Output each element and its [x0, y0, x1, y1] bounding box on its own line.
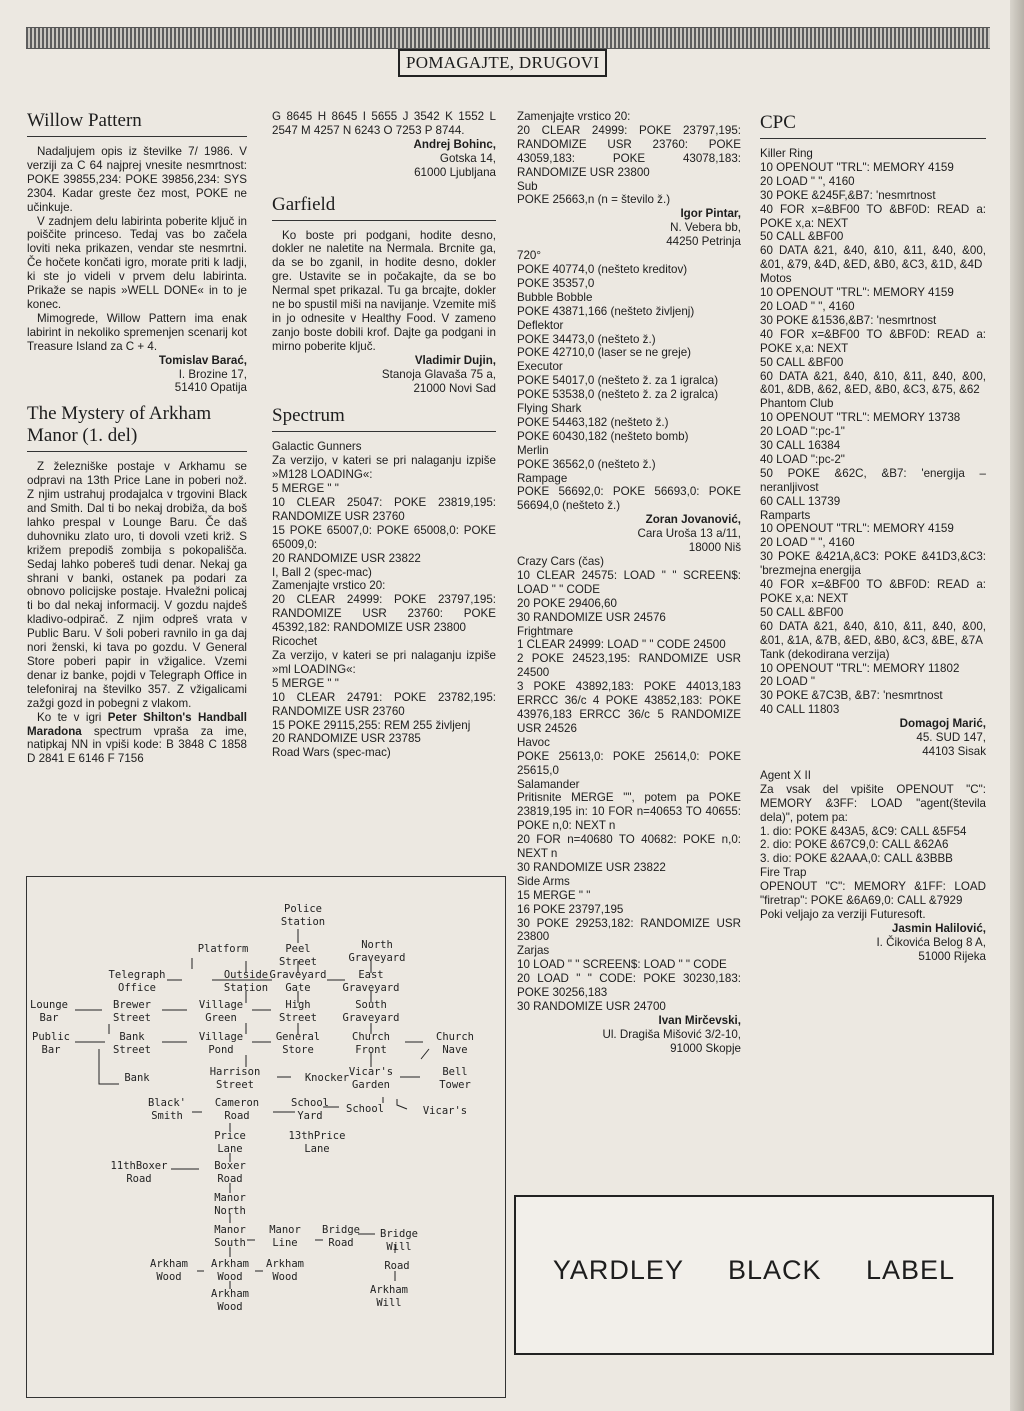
column-4: [760, 112, 986, 964]
map-room-platform: Platform: [197, 943, 249, 955]
listing-line: Motos: [760, 272, 792, 286]
listing-line: 10 CLEAR 24575: LOAD " " SCREEN$: LOAD " " CODE: [517, 568, 741, 596]
listing-line: 50 CALL &BF00: [760, 355, 844, 369]
listing-line: 15 MERGE " ": [517, 888, 591, 902]
listing-line: 20 RANDOMIZE USR 23785: [272, 732, 421, 746]
map-room-south-graveyard: South Graveyard: [342, 999, 400, 1024]
map-room-church-nave: Church Nave: [436, 1031, 474, 1056]
map-room-bank: Bank: [124, 1072, 150, 1084]
map-room-arkham-will: Arkham Will: [370, 1284, 408, 1309]
map-room-village-pond: Village Pond: [198, 1031, 244, 1056]
listing-line: 30 RANDOMIZE USR 23822: [517, 860, 666, 874]
map-room-13th-price-lane: 13thPrice Lane: [288, 1130, 346, 1155]
listing-line: 20 CLEAR 24999: POKE 23797,195: RANDOMIZE USR 23760: POKE 45392,182: RANDOMIZE USR 23800: [272, 593, 496, 635]
arkham-heading: The Mystery of Arkham Manor (1. del): [27, 403, 247, 452]
listing-line: 30 POKE 29253,182: RANDOMIZE USR 23800: [517, 916, 741, 944]
listing-line: 60 DATA &21, &40, &10, &11, &40, &00, &01, &79, &4D, &ED, &B0, &C3, &1D, &4D: [760, 244, 986, 272]
listing-line: 3 POKE 43892,183: POKE 44013,183 ERRCC 36/c 4 POKE 43852,183: POKE 43976,183 ERRCC 36/c 5 RANDOMIZE USR 24526: [517, 680, 741, 735]
listing-line: I, Ball 2 (spec-mac): [272, 565, 372, 579]
listing-line: Zamenjajte vrstico 20:: [272, 579, 386, 593]
listing-line: POKE 60430,182 (nešteto bomb): [517, 429, 689, 443]
listing-line: 10 CLEAR 25047: POKE 23819,195: RANDOMIZE USR 23760: [272, 496, 496, 523]
spectrum-listing: [272, 440, 496, 760]
ad-brand-text: YARDLEY BLACK LABEL: [552, 1255, 956, 1285]
listing-line: POKE 54463,182 (nešteto ž.): [517, 415, 669, 429]
listing-line: 40 CALL 11803: [760, 703, 840, 717]
listing-line: Frightmare: [517, 624, 574, 638]
listing-line: Za verzijo, v kateri se pri nalaganju izpiše »ml LOADING«:: [272, 649, 496, 676]
listing-line: Flying Shark: [517, 402, 582, 416]
listing-line: Crazy Cars (čas): [517, 555, 604, 568]
map-room-arkham-wood: Arkham Wood: [266, 1258, 304, 1283]
listing-line: 30 CALL 16384: [760, 439, 841, 453]
listing-line: Havoc: [517, 735, 550, 749]
map-room-village-green: Village Green: [198, 999, 244, 1024]
listing-line: 60 DATA &21, &40, &10, &11, &40, &00, &01, &DB, &62, &ED, &B0, &C3, &75, &62: [760, 369, 986, 397]
listing: [760, 769, 986, 922]
listing-line: POKE 53538,0 (nešteto ž. za 2 igralca): [517, 388, 719, 402]
listing-line: 1. dio: POKE &43A5, &C9: CALL &5F54: [760, 824, 967, 838]
signature: Jasmin Halilović, I. Čikovića Belog 8 A, 51000 Rijeka: [876, 921, 986, 963]
listing-line: POKE 54017,0 (nešteto ž. za 1 igralca): [517, 374, 719, 388]
map-room-lounge-bar: Lounge Bar: [30, 999, 68, 1024]
listing-line: 60 CALL 13739: [760, 494, 841, 508]
arkham-paragraph: Z železniške postaje v Arkhamu se odpravi na 13th Price Lane in poberi nož. Z njim ustrahuj prodajalca v trgovini Black and Smith. Dal ti bo nekaj drobiža, da boš lahko prespal v Lounge Baru. Če daš duhovniku zlato uro, ti dovoli vzeti križ. S križem prepodiš zombija s pokopališča. Sedaj lahko pobereš tudi denar. Nekaj ga shrani v banki, ostanek pa podari za obnovo policijske postaje. Hvaležni policaj ti bo dal nekaj informacij. V gozdu najdeš kladivo-odpirač. Z njim odpreš vrata v Public Baru. V šoli poberi ravnilo in ga daj nori ženski, ki tava po gozdu. V General Store poberi papir in vžigalice. Vzemi denar iz banke, pojdi v Telegraph Office in telefoniraj na številko 357. Z vžigalicami zažgi gozd in pobegni z vlakom.: [27, 460, 247, 710]
listing-line: Bubble Bobble: [517, 290, 593, 304]
willow-paragraph: V zadnjem delu labirinta poberite ključ in poiščite princeso. Tedaj vas bo začela loviti neka prikazen, vendar ste nesmrtni. Če hočete končati igro, morate priti k ladji, ki ste jo videli v prvem delu labirinta. Prikaže se napis »WELL DONE« in to je konec.: [27, 214, 247, 311]
listing-line: OPENOUT "C": MEMORY &1FF: LOAD "firetrap": POKE &6A69,0: CALL &7929: [760, 880, 986, 908]
listing-line: Deflektor: [517, 318, 564, 332]
map-room-public-bar: Public Bar: [32, 1031, 70, 1056]
arkham-map: [26, 876, 506, 1398]
listing-line: 40 LOAD ":pc-2": [760, 452, 845, 466]
listing-line: 10 CLEAR 24791: POKE 23782,195: RANDOMIZE USR 23760: [272, 690, 496, 718]
advertisement: [514, 1195, 994, 1355]
map-room-manor-north: Manor North: [214, 1192, 246, 1217]
garfield-paragraph: Ko boste pri podgani, hodite desno, dokler ne naletite na Nermala. Brcnite ga, da se bo zganil, in hodite desno, dokler gre. Ustavite se in počakajte, da se bo Nermal spet prikazal. Tu ga brcajte, dokler ne bo spustil miši na navijanje. Vzemite miš in jo odnesite v Healthy Food. V zameno zanjo boste dobili krof. Dajte ga podgani in mirno poberite ključ.: [272, 228, 496, 353]
map-room-11th-boxer-road: 11thBoxer Road: [110, 1160, 168, 1185]
listing-line: 1 CLEAR 24999: LOAD " " CODE 24500: [517, 638, 726, 652]
listing-line: 30 POKE &1536,&B7: 'nesmrtnost: [760, 313, 937, 327]
listing-line: 5 MERGE " ": [272, 676, 339, 690]
map-diagram: [27, 877, 505, 1397]
map-room-school-yard: School Yard: [291, 1097, 329, 1122]
map-room-church-front: Church Front: [352, 1031, 390, 1056]
listing-line: 50 CALL &BF00: [760, 230, 844, 244]
cpc-heading: CPC: [760, 112, 986, 139]
listing-line: Killer Ring: [760, 147, 813, 160]
garfield-heading: Garfield: [272, 194, 496, 221]
listing-line: 20 POKE 29406,60: [517, 596, 617, 610]
listing-line: Agent X II: [760, 768, 811, 782]
listing-line: Zarjas: [517, 944, 550, 958]
signature: Domagoj Marić, 45. SUD 147, 44103 Sisak: [899, 717, 986, 758]
listing-line: POKE 25613,0: POKE 25614,0: POKE 25615,0: [517, 749, 741, 777]
listing-line: Ricochet: [272, 635, 318, 649]
listing-line: POKE 56692,0: POKE 56693,0: POKE 56694,0 (nešteto ž.): [517, 485, 741, 513]
listing-line: 15 POKE 65007,0: POKE 65008,0: POKE 65009,0:: [272, 523, 496, 551]
column-1: [27, 110, 247, 766]
listing-line: Fire Trap: [760, 866, 807, 880]
map-room-manor-south: Manor South: [214, 1224, 246, 1249]
listing-line: 20 LOAD " ", 4160: [760, 536, 855, 550]
listing-line: POKE 40774,0 (nešteto kreditov): [517, 262, 688, 276]
listing-line: POKE 35357,0: [517, 276, 595, 290]
listing-line: 720°: [517, 249, 541, 263]
listing: [760, 147, 986, 717]
listing-line: 30 POKE &421A,&C3: POKE &41D3,&C3: 'brezmejna energija: [760, 550, 986, 578]
listing-line: POKE 43871,166 (nešteto življenj): [517, 304, 695, 318]
arkham-paragraph: Ko te v igri Peter Shilton's Handball Maradona spectrum vpraša za ime, natipkaj NN in vpiši kode: B 3848 C 1858 D 2841 E 6146 F 7156: [27, 710, 247, 766]
listing-line: Ramparts: [760, 508, 811, 522]
map-room-brewer-street: Brewer Street: [113, 999, 151, 1024]
listing-line: Poki veljajo za verziji Futuresoft.: [760, 907, 926, 921]
listing-line: 20 FOR n=40680 TO 40682: POKE n,0: NEXT n: [517, 833, 741, 861]
header-rule: [26, 27, 990, 49]
listing-line: Salamander: [517, 777, 580, 791]
willow-heading: Willow Pattern: [27, 110, 247, 137]
listing-line: 2. dio: POKE &67C9,0: CALL &62A6: [760, 838, 949, 852]
map-room-knocker: Knocker: [304, 1072, 350, 1084]
listing-line: POKE 42710,0 (laser se ne greje): [517, 346, 692, 360]
listing-line: 40 FOR x=&BF00 TO &BF0D: READ a: POKE x,a: NEXT: [760, 202, 986, 230]
listing-line: 40 FOR x=&BF00 TO &BF0D: READ a: POKE x,a: NEXT: [760, 327, 986, 355]
listing: [517, 555, 741, 1014]
map-room-vicars: Vicar's: [422, 1105, 468, 1117]
listing-line: Za vsak del vpišite OPENOUT "C": MEMORY &3FF: LOAD "agent(števila dela)", potem pa:: [760, 782, 986, 824]
listing-line: 20 LOAD " " CODE: POKE 30230,183: POKE 30256,183: [517, 972, 741, 1000]
listing-line: 10 LOAD " " SCREEN$: LOAD " " CODE: [517, 958, 727, 972]
listing-line: 30 POKE &7C3B, &B7: 'nesmrtnost: [760, 689, 943, 703]
listing-line: 10 OPENOUT "TRL": MEMORY 4159: [760, 286, 954, 300]
signature: Andrej Bohinc, Gotska 14, 61000 Ljubljana: [413, 137, 496, 179]
listing-line: Phantom Club: [760, 397, 834, 411]
listing-line: 50 CALL &BF00: [760, 605, 844, 619]
map-room-arkham-wood: Arkham Wood: [211, 1288, 249, 1313]
map-room-price-lane: Price Lane: [214, 1130, 246, 1155]
signature: Igor Pintar, N. Vebera bb, 44250 Petrinja: [666, 207, 741, 249]
listing-line: 60 DATA &21, &40, &10, &11, &40, &00, &01, &1A, &7B, &ED, &B0, &C3, &BE, &7A: [760, 619, 986, 647]
map-room-bank-street: Bank Street: [113, 1031, 151, 1056]
map-room-outside-station: Outside Station: [223, 969, 269, 994]
spectrum-heading: Spectrum: [272, 405, 496, 432]
map-labels: [30, 903, 474, 1313]
listing-line: 16 POKE 23797,195: [517, 902, 624, 916]
section-title: POMAGAJTE, DRUGOVI: [398, 49, 607, 77]
listing-line: 20 LOAD ":pc-1": [760, 425, 845, 439]
listing-line: 5 MERGE " ": [272, 482, 339, 496]
listing-line: Pritisnite MERGE "", potem pa POKE 23819,195 in: 10 FOR n=40653 TO 40655: POKE n,0: NEXT n: [517, 791, 741, 833]
listing-line: 20 LOAD " ", 4160: [760, 174, 855, 188]
map-room-telegraph-office: Telegraph Office: [108, 969, 166, 994]
map-room-peel-street: Peel Street: [279, 943, 317, 968]
signature: Ivan Mirčevski, Ul. Dragiša Mišović 3/2-10, 91000 Skopje: [602, 1013, 741, 1055]
map-room-bridge-will: Bridge Will: [380, 1228, 418, 1253]
map-room-high-street: High Street: [279, 999, 317, 1024]
listing-line: Road Wars (spec-mac): [272, 746, 391, 760]
map-room-boxer-road: Boxer Road: [214, 1160, 246, 1185]
map-room-school: School: [346, 1103, 384, 1115]
map-room-manor-line: Manor Line: [269, 1224, 301, 1249]
listing-line: 30 RANDOMIZE USR 24700: [517, 1000, 666, 1013]
map-room-harrison-street: Harrison Street: [209, 1066, 261, 1091]
listing-line: Executor: [517, 360, 563, 374]
listing-line: 20 RANDOMIZE USR 23822: [272, 551, 421, 565]
willow-paragraph: Nadaljujem opis iz številke 7/ 1986. V verziji za C 64 najprej vnesite nesmrtnost: POKE 39855,234: POKE 39856,234: SYS 2304. Kadar greste čez most, POKE ne učinkuje.: [27, 145, 247, 214]
map-room-bridge-road: Bridge Road: [322, 1224, 360, 1249]
listing-line: 10 OPENOUT "TRL": MEMORY 11802: [760, 661, 960, 675]
listing-line: 20 LOAD " ", 4160: [760, 299, 855, 313]
listing-line: 10 OPENOUT "TRL": MEMORY 4159: [760, 522, 954, 536]
signature: Tomislav Barać, I. Brozine 17, 51410 Opatija: [158, 353, 247, 395]
map-room-arkham-wood: Arkham Wood: [211, 1258, 249, 1283]
listing-line: 2 POKE 24523,195: RANDOMIZE USR 24500: [517, 652, 741, 680]
listing-line: POKE 25663,n (n = število ž.): [517, 193, 671, 207]
map-room-cameron-road: Cameron Road: [214, 1097, 260, 1122]
listing-line: Rampage: [517, 471, 568, 485]
map-room-arkham-wood: Arkham Wood: [150, 1258, 188, 1283]
listing-line: 30 POKE &245F,&B7: 'nesmrtnost: [760, 188, 936, 202]
listing-line: Sub: [517, 179, 538, 193]
listing-line: Tank (dekodirana verzija): [760, 647, 890, 661]
signature: Vladimir Dujin, Stanoja Glavaša 75 a, 21000 Novi Sad: [381, 353, 496, 395]
code-line: G 8645 H 8645 I 5655 J 3542 K 1552 L 2547 M 4257 N 6243 O 7253 P 8744.: [272, 110, 496, 137]
listing-line: 40 FOR x=&BF00 TO &BF0D: READ a: POKE x,a: NEXT: [760, 578, 986, 605]
signature: Zoran Jovanović, Cara Uroša 13 a/11, 18000 Niš: [637, 513, 741, 555]
map-room-police-station: Police Station: [280, 903, 326, 928]
listing-line: Zamenjajte vrstico 20:: [517, 110, 631, 123]
map-room-bell-tower: Bell Tower: [439, 1066, 471, 1091]
listing-line: 20 LOAD ": [760, 675, 816, 689]
listing-line: 10 OPENOUT "TRL": MEMORY 4159: [760, 160, 954, 174]
listing-line: Za verzijo, v kateri se pri nalaganju izpiše »M128 LOADING«:: [272, 454, 496, 482]
listing-line: 10 OPENOUT "TRL": MEMORY 13738: [760, 411, 961, 425]
listing-line: 50 POKE &62C, &B7: 'energija – neranljivost: [760, 466, 986, 494]
listing-line: 15 POKE 29115,255: REM 255 življenj: [272, 718, 471, 732]
map-room-black-smith: Black' Smith: [148, 1097, 186, 1122]
listing-line: 20 CLEAR 24999: POKE 23797,195: RANDOMIZE USR 23760: POKE 43059,183: POKE 43078,183: RANDOMIZE USR 23800: [517, 123, 741, 179]
column-3: [517, 110, 741, 1056]
listing-line: POKE 36562,0 (nešteto ž.): [517, 457, 656, 471]
listing-line: 3. dio: POKE &2AAA,0: CALL &3BBB: [760, 852, 953, 866]
listing-line: Galactic Gunners: [272, 440, 362, 454]
map-room-vicars-garden: Vicar's Garden: [348, 1066, 394, 1091]
column-2: [272, 110, 496, 760]
listing-line: Merlin: [517, 443, 549, 457]
map-room-road: Road: [384, 1260, 410, 1272]
map-room-graveyard-gate: Graveyard Gate: [269, 969, 327, 994]
willow-paragraph: Mimogrede, Willow Pattern ima enak labirint in nekoliko spremenjen scenarij kot Treasure Island za C + 4.: [27, 311, 247, 353]
listing-line: Side Arms: [517, 874, 570, 888]
map-room-general-store: General Store: [275, 1031, 321, 1056]
map-room-north-graveyard: North Graveyard: [348, 939, 406, 964]
listing: [517, 249, 741, 513]
listing-line: 30 RANDOMIZE USR 24576: [517, 610, 666, 624]
listing: [517, 110, 741, 207]
page-edge: [1010, 0, 1024, 1411]
map-room-east-graveyard: East Graveyard: [342, 969, 400, 994]
listing-line: POKE 34473,0 (nešteto ž.): [517, 332, 656, 346]
